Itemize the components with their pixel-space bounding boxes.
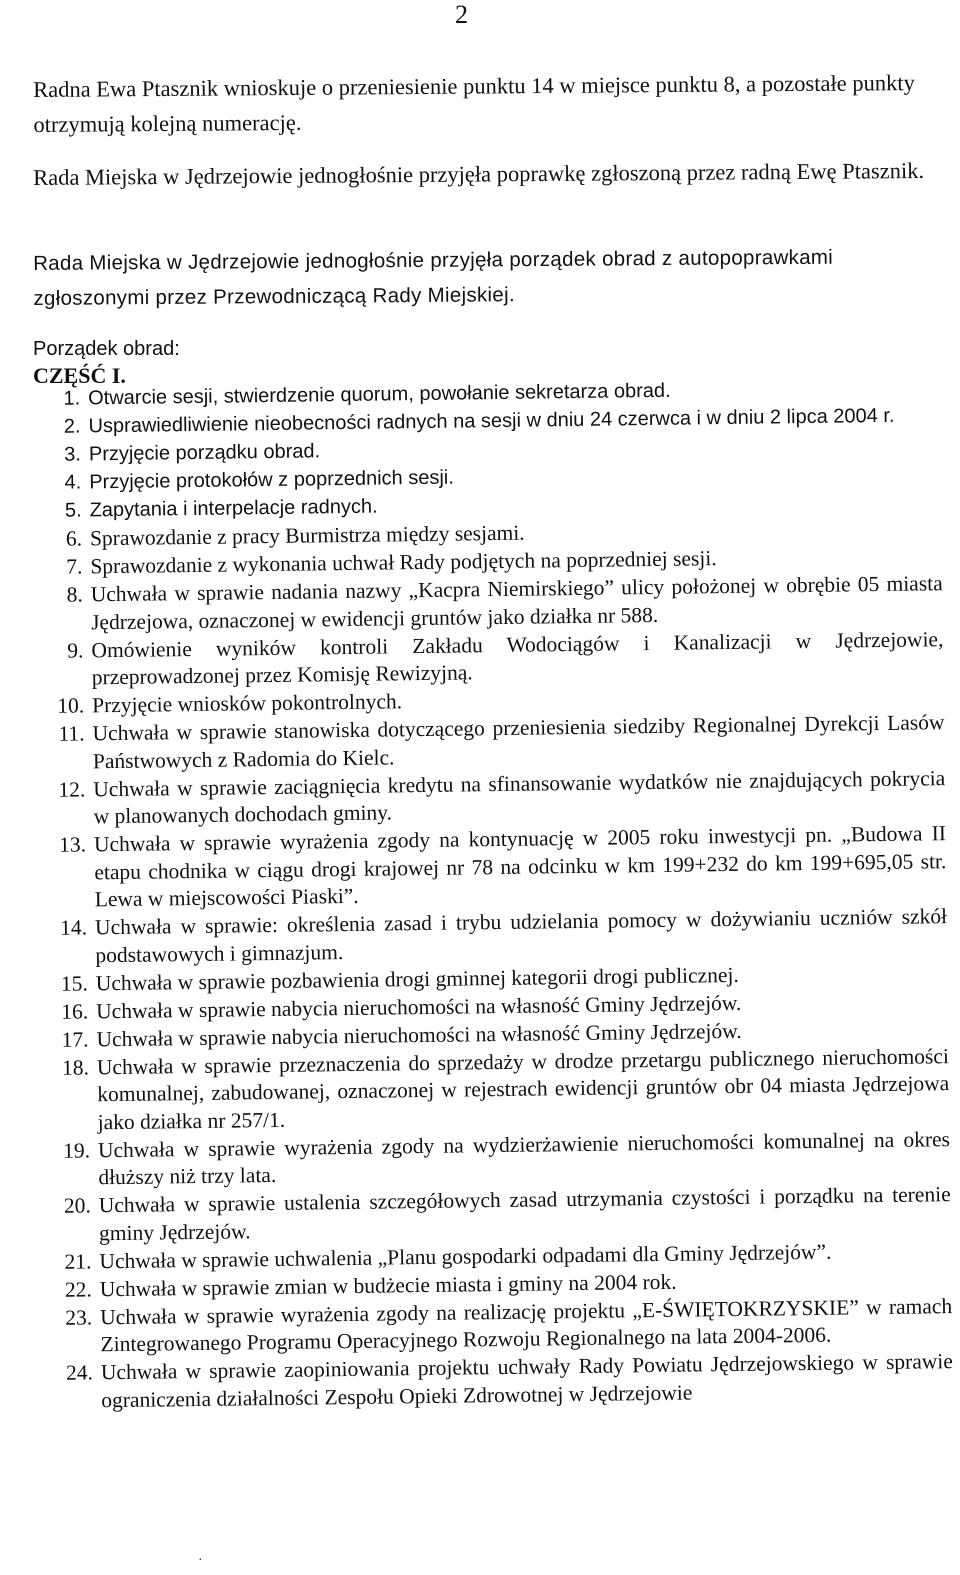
agenda-item-number: 20.: [63, 1193, 91, 1218]
agenda-item-text: Przyjęcie wniosków pokontrolnych.: [92, 689, 403, 718]
part-label: CZĘŚĆ I.: [33, 363, 126, 388]
agenda-item-number: 4.: [64, 471, 82, 494]
agenda-item: [46, 820, 947, 914]
agenda-item-text: Uchwała w sprawie stanowiska dotyczącego przeniesienia siedziby Regionalnej Dyrekcji Lasów Państwowych z Radomia do Kielc.: [92, 710, 945, 773]
agenda-item-number: 23.: [65, 1304, 93, 1330]
paragraph-amendment-accepted: Rada Miejska w Jędrzejowie jednogłośnie przyjęła poprawkę zgłoszoną przez radną Ewę Ptasznik.: [33, 158, 925, 190]
agenda-item-number: 9.: [67, 637, 84, 663]
agenda-item-number: 12.: [58, 776, 86, 802]
agenda-heading: Porządek obrad:: [33, 338, 180, 360]
agenda-item-text: Przyjęcie protokołów z poprzednich sesji.: [89, 466, 454, 494]
agenda-item-text: Usprawiedliwienie nieobecności radnych na sesji w dniu 24 czerwca i w dniu 2 lipca 2004 r.: [88, 404, 895, 438]
agenda-item-text: Uchwała w sprawie nabycia nieruchomości na własność Gminy Jędrzejów.: [96, 990, 742, 1023]
agenda-item-number: 8.: [66, 582, 83, 607]
agenda-item-text: Uchwała w sprawie wyrażenia zgody na wydzierżawienie nieruchomości komunalnej na okres dłuższy niż trzy lata.: [97, 1126, 951, 1190]
paragraph-agenda-accepted: Rada Miejska w Jędrzejowie jednogłośnie przyjęła porządek obrad z autopoprawkami zgłoszonymi przez Przewodniczącą Rady Miejskiej.: [33, 245, 834, 310]
agenda-item-number: 17.: [61, 1026, 89, 1052]
agenda-item: [53, 1348, 954, 1415]
agenda-item-number: 6.: [65, 526, 83, 551]
agenda-item-text: Sprawozdanie z wykonania uchwał Rady podjętych na poprzedniej sesji.: [90, 546, 717, 579]
agenda-item-text: Uchwała w sprawie zmian w budżecie miasta i gminy na 2004 rok.: [99, 1269, 677, 1301]
agenda-item-number: 7.: [66, 554, 83, 579]
agenda-item-number: 15.: [60, 970, 88, 996]
agenda-item-text: Omówienie wyników kontroli Zakładu Wodociągów i Kanalizacji w Jędrzejowie, przeprowadzonej przez Komisję Rewizyjną.: [91, 626, 944, 690]
agenda-item-text: Otwarcie sesji, stwierdzenie quorum, powołanie sekretarza obrad.: [88, 379, 671, 410]
agenda-item-text: Uchwała w sprawie zaciągnięcia kredytu na sfinansowanie wydatków nie znajdujących pokrycia w planowanych dochodach gminy.: [93, 765, 946, 829]
agenda-item-number: 24.: [65, 1360, 94, 1385]
agenda-item-text: Uchwała w sprawie wyrażenia zgody na kontynuację w 2005 roku inwestycji pn. „Budowa II etapu chodnika w ciągu drogi krajowej nr 78 na odcinku w km 199+232 do km 199+695,05 str. Lewa w miejscowości Piaski”.: [93, 821, 947, 912]
paragraph-motion: Radna Ewa Ptasznik wnioskuje o przeniesienie punktu 14 w miejsce punktu 8, a pozostałe punkty otrzymują kolejną numerację.: [33, 70, 915, 137]
agenda-item-text: Uchwała w sprawie zaopiniowania projektu uchwały Rady Powiatu Jędrzejowskiego w sprawie ograniczenia działalności Zespołu Opieki Zdrowotnej w Jędrzejowie: [100, 1349, 953, 1412]
page-number: 2: [455, 0, 468, 29]
agenda-item-text: Uchwała w sprawie wyrażenia zgody na realizację projektu „E-ŚWIĘTOKRZYSKIE” w ramach Zintegrowanego Programu Operacyjnego Rozwoju Regionalnego na lata 2004-2006.: [100, 1293, 953, 1357]
agenda-item-number: 2.: [63, 415, 81, 438]
agenda-item-number: 5.: [64, 499, 82, 522]
agenda-item-text: Uchwała w sprawie nadania nazwy „Kacpra Niemirskiego” ulicy położonej w obrębie 05 miasta Jędrzejowa, oznaczonej w ewidencji gruntów jako działka nr 588.: [90, 571, 943, 634]
agenda-item: [49, 1043, 950, 1137]
agenda-item-text: Uchwała w sprawie ustalenia szczegółowych zasad utrzymania czystości i porządku na terenie gminy Jędrzejów.: [98, 1182, 951, 1245]
agenda-item-number: 18.: [61, 1054, 90, 1080]
agenda-item-number: 10.: [57, 693, 85, 718]
agenda-item-number: 14.: [60, 915, 88, 940]
agenda-item-number: 13.: [58, 832, 87, 857]
agenda-item-text: Uchwała w sprawie nabycia nieruchomości na własność Gminy Jędrzejów.: [96, 1018, 742, 1051]
agenda-item-number: 3.: [64, 443, 82, 466]
agenda-item-number: 21.: [64, 1248, 92, 1274]
agenda-item-text: Uchwała w sprawie uchwalenia „Planu gospodarki odpadami dla Gminy Jędrzejów”.: [99, 1239, 832, 1273]
agenda-item-number: 1.: [63, 387, 81, 410]
agenda-item-text: Uchwała w sprawie pozbawienia drogi gminnej kategorii drogi publicznej.: [95, 962, 739, 995]
agenda-item-text: Sprawozdanie z pracy Burmistrza między sesjami.: [89, 520, 525, 551]
agenda-list: [40, 374, 953, 1415]
agenda-item-text: Uchwała w sprawie przeznaczenia do sprzedaży w drodze przetargu publicznego nieruchomości komunalnej, zabudowanej, oznaczonej w rejestrach ewidencji gruntów obr 04 miasta Jędrzejowa jako działka nr 257/1.: [96, 1043, 950, 1134]
agenda-item-number: 11.: [58, 721, 85, 746]
agenda-item-text: Uchwała w sprawie: określenia zasad i trybu udzielania pomocy w dożywianiu uczniów szkół podstawowych i gimnazjum.: [94, 904, 948, 967]
agenda-item-text: Przyjęcie porządku obrad.: [88, 440, 321, 466]
agenda-item-number: 16.: [61, 998, 89, 1024]
agenda-item-number: 22.: [64, 1276, 92, 1302]
scan-speck: ·: [198, 1553, 203, 1568]
agenda-item-text: Zapytania i interpelacje radnych.: [89, 495, 378, 522]
agenda-item-number: 19.: [62, 1137, 91, 1163]
